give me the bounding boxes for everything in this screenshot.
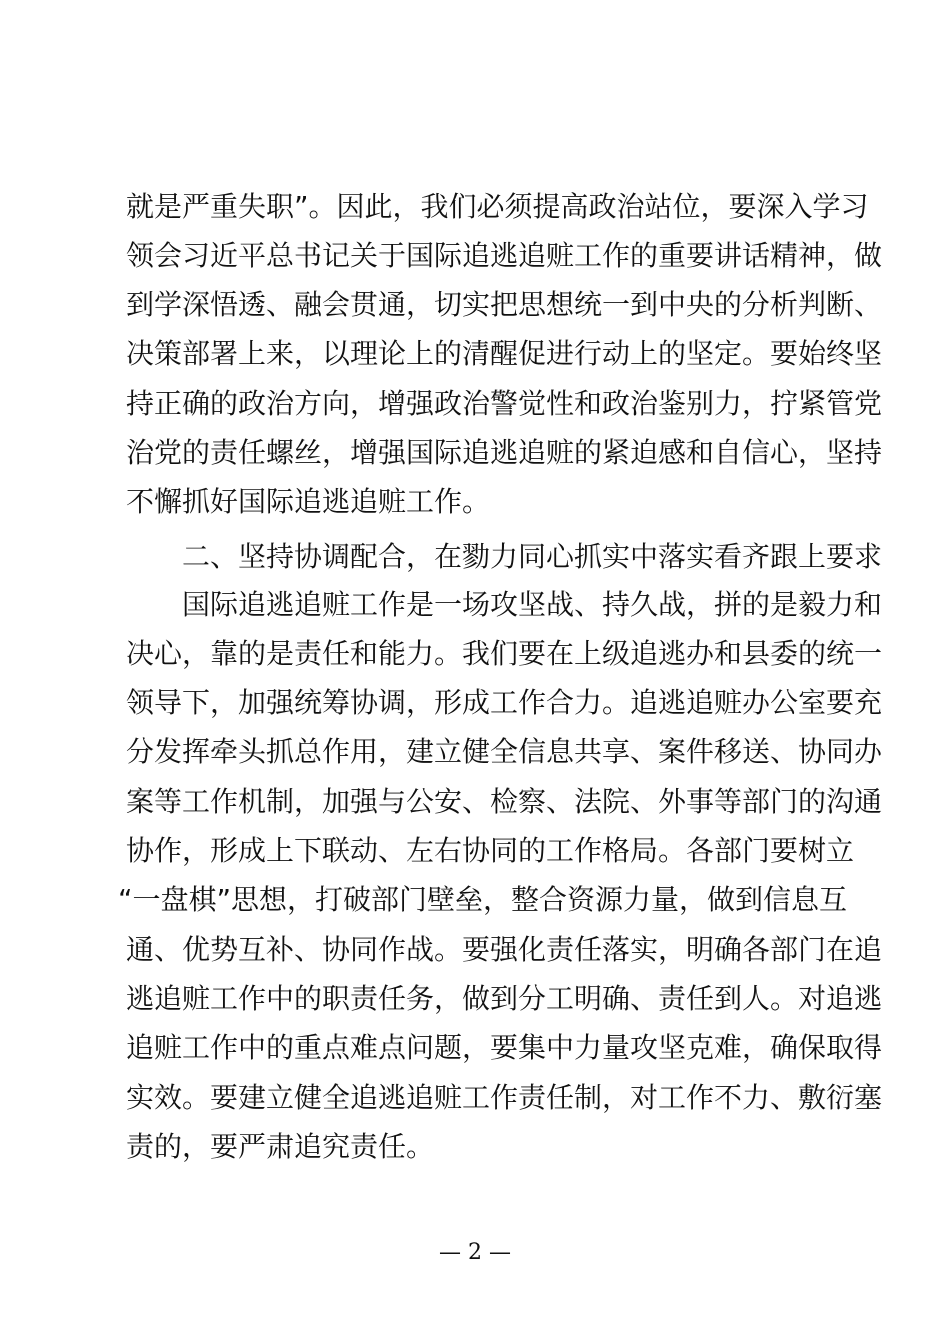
body-text-line: 分发挥牵头抓总作用，建立健全信息共享、案件移送、协同办 bbox=[126, 735, 883, 768]
body-text-line: 不懈抓好国际追逃追赃工作。 bbox=[126, 485, 491, 518]
body-text-line: 持正确的政治方向，增强政治警觉性和政治鉴别力，拧紧管党 bbox=[126, 387, 883, 420]
body-text-line: “一盘棋”思想，打破部门壁垒，整合资源力量，做到信息互 bbox=[118, 883, 848, 916]
page-number: — 2 — bbox=[439, 1240, 511, 1265]
body-text-line: 实效。要建立健全追逃追赃工作责任制，对工作不力、敷衍塞 bbox=[126, 1081, 883, 1114]
body-text-line: 案等工作机制，加强与公安、检察、法院、外事等部门的沟通 bbox=[126, 785, 883, 818]
body-text-line: 治党的责任螺丝，增强国际追逃追赃的紧迫感和自信心，坚持 bbox=[126, 436, 883, 469]
body-text-line: 领导下，加强统筹协调，形成工作合力。追逃追赃办公室要充 bbox=[126, 686, 883, 719]
body-text-line: 逃追赃工作中的职责任务，做到分工明确、责任到人。对追逃 bbox=[126, 982, 883, 1015]
section-heading: 二、坚持协调配合，在勠力同心抓实中落实看齐跟上要求 bbox=[182, 540, 883, 573]
body-text-line: 责的，要严肃追究责任。 bbox=[126, 1130, 435, 1163]
body-text-line: 协作，形成上下联动、左右协同的工作格局。各部门要树立 bbox=[126, 834, 855, 867]
body-text-line: 决心，靠的是责任和能力。我们要在上级追逃办和县委的统一 bbox=[126, 637, 883, 670]
body-text-line: 到学深悟透、融会贯通，切实把思想统一到中央的分析判断、 bbox=[126, 288, 883, 321]
body-text-line: 领会习近平总书记关于国际追逃追赃工作的重要讲话精神，做 bbox=[126, 239, 883, 272]
body-text-line: 决策部署上来，以理论上的清醒促进行动上的坚定。要始终坚 bbox=[126, 337, 883, 370]
body-text-line: 就是严重失职”。因此，我们必须提高政治站位，要深入学习 bbox=[126, 190, 869, 223]
body-text-line: 追赃工作中的重点难点问题，要集中力量攻坚克难，确保取得 bbox=[126, 1031, 883, 1064]
body-text-line: 通、优势互补、协同作战。要强化责任落实，明确各部门在追 bbox=[126, 933, 883, 966]
body-text-line: 国际追逃追赃工作是一场攻坚战、持久战，拼的是毅力和 bbox=[182, 588, 883, 621]
